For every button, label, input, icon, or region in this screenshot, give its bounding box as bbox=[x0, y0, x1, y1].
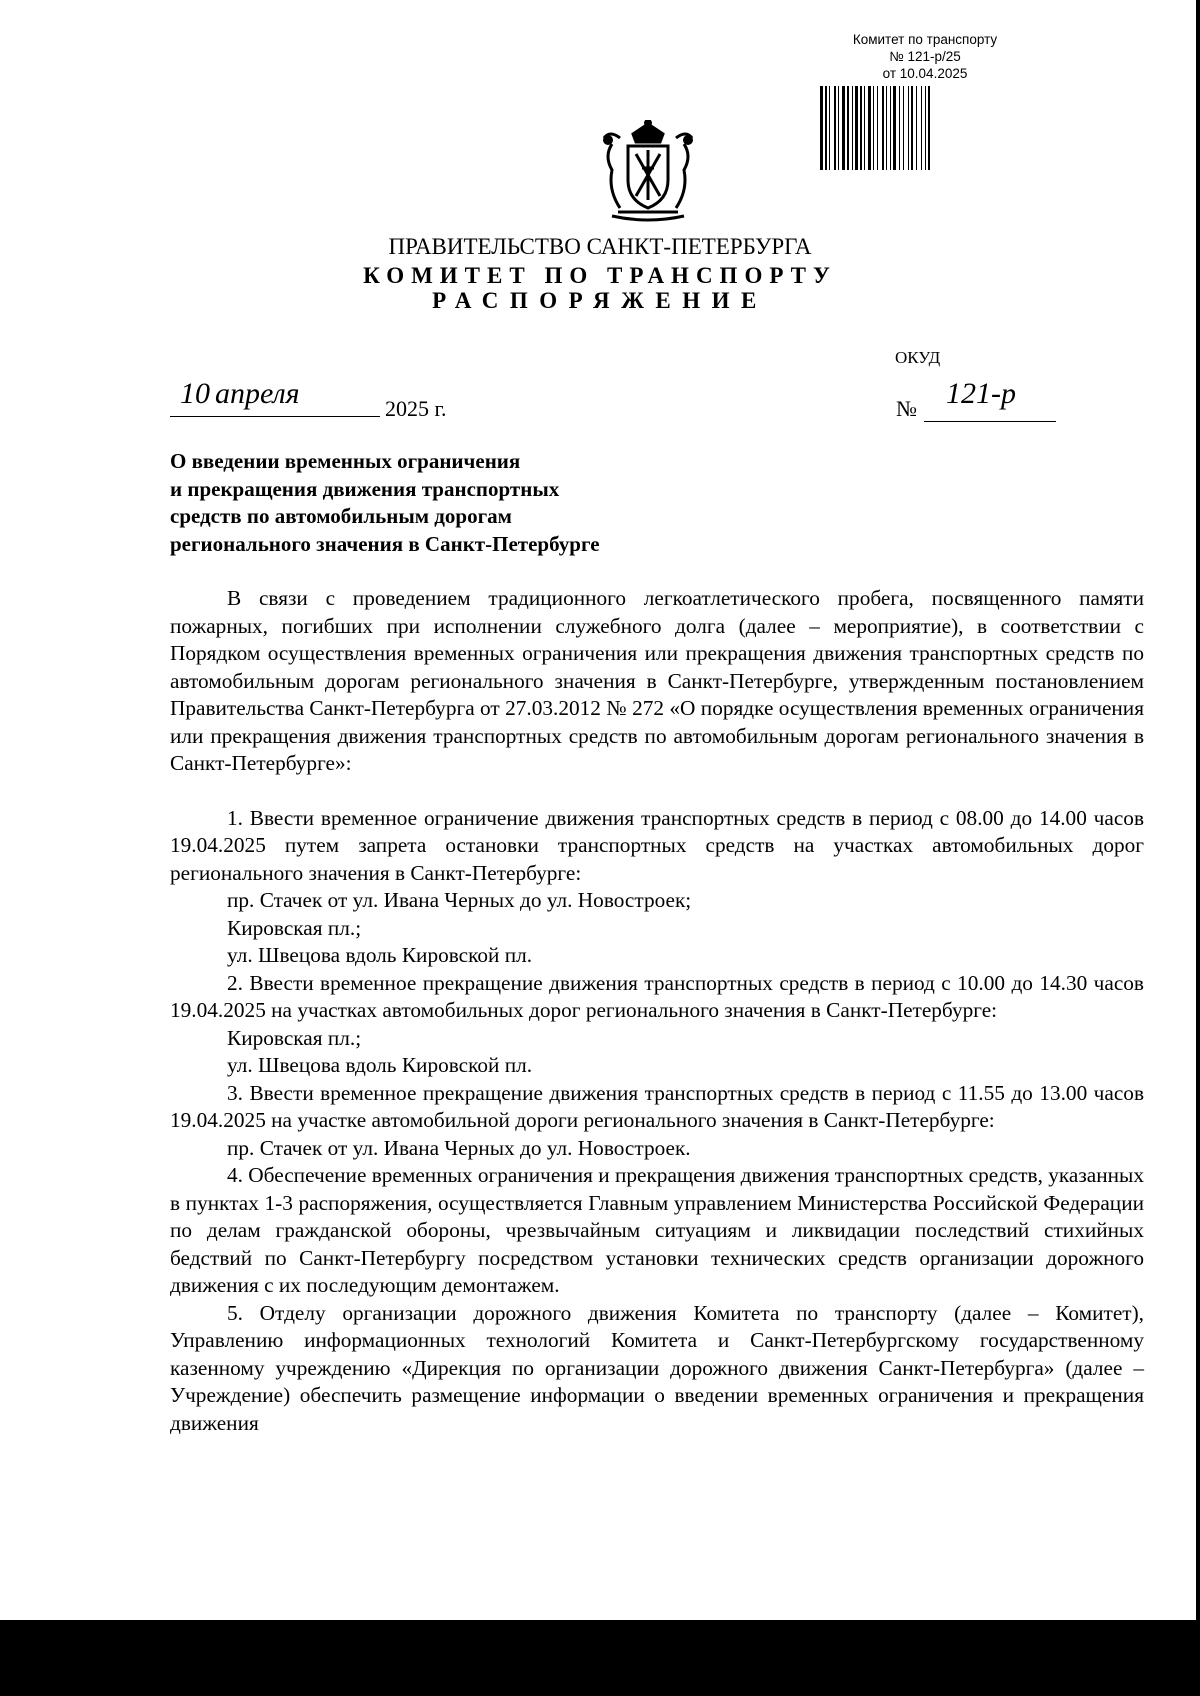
barcode-bar bbox=[855, 86, 858, 170]
street-line: пр. Стачек от ул. Ивана Черных до ул. Новостроек; bbox=[227, 888, 692, 912]
barcode-bar bbox=[873, 86, 874, 170]
barcode-bar bbox=[852, 86, 853, 170]
number-underline bbox=[924, 421, 1056, 422]
document-title bbox=[170, 448, 600, 558]
date-month-handwritten: апреля bbox=[215, 377, 300, 410]
item-4-paragraph: 4. Обеспечение временных ограничения и прекращения движения транспортных средств, указанных в пунктах 1-3 распоряжения, осуществляется Главным управлением Министерства Российской Федерации по делам гражданской обороны, чрезвычайным ситуациям и ликвидации последствий стихийных бедствий по Санкт-Петербургу посредством установки технических средств организации дорожного движения с их последующим демонтажем. bbox=[170, 1163, 1144, 1297]
barcode-bar bbox=[847, 86, 849, 170]
document-type-heading: РАСПОРЯЖЕНИЕ bbox=[432, 288, 768, 313]
government-heading: ПРАВИТЕЛЬСТВО САНКТ-ПЕТЕРБУРГА bbox=[388, 234, 812, 259]
date-underline bbox=[170, 416, 380, 417]
committee-heading: КОМИТЕТ ПО ТРАНСПОРТУ bbox=[363, 263, 837, 288]
stamp-line-3: от 10.04.2025 bbox=[882, 66, 968, 81]
number-sign: № bbox=[896, 396, 917, 421]
barcode-bar bbox=[928, 86, 930, 170]
barcode-bar bbox=[911, 86, 913, 170]
barcode-bar bbox=[825, 86, 827, 170]
street-line: пр. Стачек от ул. Ивана Черных до ул. Новостроек. bbox=[227, 1135, 691, 1160]
barcode-bar bbox=[908, 86, 909, 170]
barcode-bar bbox=[890, 86, 891, 170]
title-line: регионального значения в Санкт-Петербурге bbox=[170, 531, 600, 556]
item-5-paragraph: 5. Отделу организации дорожного движения Комитета по транспорту (далее – Комитет), Управлению информационных технологий Комитета и Санкт-Петербургскому государственному казенному учреждению «Дирекция по организации дорожного движения Санкт-Петербурга» (далее – Учреждение) обеспечить размещение информации о введении временных ограничения и прекращения движения bbox=[170, 1300, 1144, 1435]
barcode-bar bbox=[834, 86, 836, 170]
street-line: ул. Швецова вдоль Кировской пл. bbox=[227, 943, 533, 967]
st-petersburg-coat-of-arms-icon bbox=[598, 120, 698, 224]
number-handwritten: 121-р bbox=[946, 377, 1016, 410]
date-day-handwritten: 10 bbox=[180, 377, 210, 410]
street-line: ул. Швецова вдоль Кировской пл. bbox=[227, 1053, 533, 1077]
intro-paragraph: В связи с проведением традиционного легкоатлетического пробега, посвященного памяти пожарных, погибших при исполнении служебного долга (далее – мероприятие), в соответствии с Порядком осуществления временных ограничения или прекращения движения транспортных средств по автомобильным дорогам регионального значения в Санкт-Петербурге, утвержденным постановлением Правительства Санкт-Петербурга от 27.03.2012 № 272 «О порядке осуществления временных ограничения или прекращения движения транспортных средств по автомобильным дорогам регионального значения в Санкт-Петербурге»: bbox=[170, 586, 1144, 775]
title-line: О введении временных ограничения bbox=[170, 449, 521, 473]
barcode-bar bbox=[829, 86, 830, 170]
barcode-bar bbox=[860, 86, 862, 170]
barcode-bar bbox=[820, 86, 823, 170]
barcode-bar bbox=[903, 86, 904, 170]
barcode-bar bbox=[838, 86, 839, 170]
document-date bbox=[170, 377, 470, 421]
street-line: Кировская пл.; bbox=[227, 1025, 362, 1050]
title-line: средств по автомобильным дорогам bbox=[170, 504, 512, 528]
okud-label: ОКУД bbox=[895, 348, 941, 367]
barcode-bar bbox=[921, 86, 922, 170]
registration-stamp bbox=[820, 31, 1030, 82]
item-3-paragraph: 3. Ввести временное прекращение движения транспортных средств в период с 11.55 до 13.00 часов 19.04.2025 на участке автомобильной дороги регионального значения в Санкт-Петербурге: bbox=[170, 1080, 1144, 1132]
stamp-line-2: № 121-р/25 bbox=[889, 49, 961, 64]
document-body bbox=[170, 585, 1144, 1437]
barcode-bar bbox=[864, 86, 865, 170]
barcode-bar bbox=[886, 86, 887, 170]
barcode-bar bbox=[882, 86, 884, 170]
date-year: 2025 г. bbox=[385, 396, 447, 421]
barcode-bar bbox=[868, 86, 871, 170]
title-line: и прекращения движения транспортных bbox=[170, 476, 560, 501]
barcode-bar bbox=[877, 86, 878, 170]
scan-bottom-margin bbox=[0, 1620, 1200, 1696]
street-line: Кировская пл.; bbox=[227, 915, 362, 940]
barcode-bar bbox=[893, 86, 896, 170]
document-number bbox=[896, 377, 1066, 421]
barcode-bar bbox=[842, 86, 845, 170]
item-1-paragraph: 1. Ввести временное ограничение движения транспортных средств в период с 08.00 до 14.00 часов 19.04.2025 путем запрета остановки транспортных средств на участках автомобильных дорог регионального значения в Санкт-Петербурге: bbox=[170, 805, 1144, 885]
item-2-paragraph: 2. Ввести временное прекращение движения транспортных средств в период с 10.00 до 14.30 часов 19.04.2025 на участках автомобильных дорог регионального значения в Санкт-Петербурге: bbox=[170, 970, 1144, 1022]
stamp-line-1: Комитет по транспорту bbox=[852, 32, 998, 47]
barcode-bar bbox=[916, 86, 917, 170]
barcode-bar bbox=[899, 86, 900, 170]
barcode-icon bbox=[820, 86, 1026, 170]
barcode-bar bbox=[925, 86, 926, 170]
